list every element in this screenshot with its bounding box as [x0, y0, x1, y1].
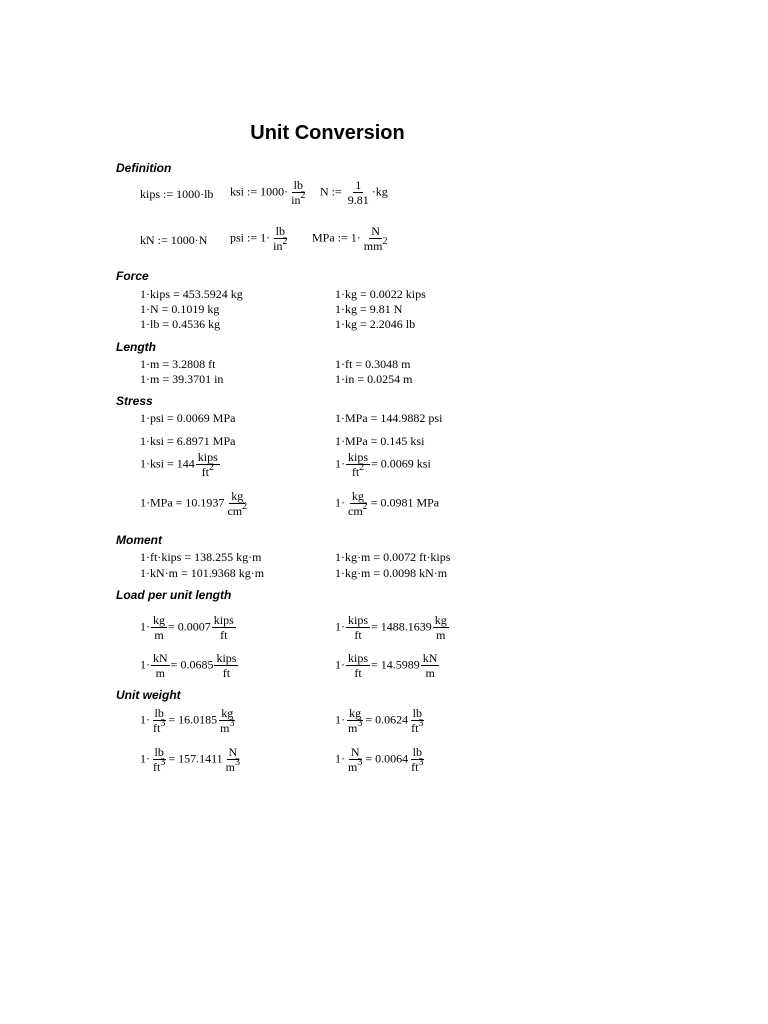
weight-right-2: 1· $\frac{N}{m^3}$ = 0.0064 $\frac{lb}{ft^3}$: [335, 745, 424, 774]
def-N-lhs: N :=: [320, 184, 342, 199]
def-kN: kN := 1000·N: [140, 233, 208, 247]
stress-l4-fraction: $\frac{kg}{cm^2}$: [227, 489, 248, 518]
stress-right-3: 1· $\frac{\text{kips}}{ft^2}$ = 0.0069 ksi: [335, 450, 431, 479]
stress-left-1: 1·psi = 0.0069 MPa: [140, 411, 236, 425]
length-left-1: 1·m = 3.2808 ft: [140, 357, 216, 371]
stress-l3-fraction: $\frac{\text{kips}}{ft^2}$: [197, 450, 218, 479]
def-psi-num: lb: [275, 224, 285, 238]
def-psi-lhs: psi := 1·: [230, 230, 271, 245]
force-right-3: 1·kg = 2.2046 lb: [335, 317, 416, 331]
force-left-1: 1·kips = 453.5924 kg: [140, 287, 243, 301]
moment-right-1: 1·kg·m = 0.0072 ft·kips: [335, 550, 451, 564]
def-MPa-fraction: [362, 224, 390, 253]
section-heading-moment: Moment: [116, 533, 162, 547]
section-heading-definition: Definition: [116, 161, 172, 175]
length-right-1: 1·ft = 0.3048 m: [335, 357, 411, 371]
def-psi-fraction: [271, 224, 289, 253]
section-heading-load: Load per unit length: [116, 588, 232, 602]
load-right-2: 1· $\frac{\text{kips}}{ft}$ = 14.5989 $\frac{kN}{m}$: [335, 651, 438, 680]
length-right-2: 1·in = 0.0254 m: [335, 372, 413, 386]
weight-right-1: 1· $\frac{kg}{m^3}$ = 0.0624 $\frac{lb}{ft^3}$: [335, 706, 424, 735]
def-ksi-den: $in^2$: [291, 190, 306, 207]
weight-left-1: 1· $\frac{lb}{ft^3}$ = 16.0185 $\frac{kg}{m^3}$: [140, 706, 235, 735]
def-ksi-fraction: [289, 178, 307, 207]
force-right-2: 1·kg = 9.81 N: [335, 302, 403, 316]
stress-left-2: 1·ksi = 6.8971 MPa: [140, 434, 236, 448]
def-kips: kips := 1000·lb: [140, 187, 214, 201]
moment-left-1: 1·ft·kips = 138.255 kg·m: [140, 550, 262, 564]
section-heading-weight: Unit weight: [116, 688, 181, 702]
def-ksi: [230, 178, 308, 207]
section-heading-stress: Stress: [116, 394, 153, 408]
section-heading-length: Length: [116, 340, 156, 354]
def-MPa-num: N: [371, 224, 380, 238]
def-N-num: 1: [355, 178, 362, 192]
force-right-1: 1·kg = 0.0022 kips: [335, 287, 426, 301]
def-MPa-lhs: MPa := 1·: [312, 230, 361, 245]
stress-right-4: 1· $\frac{kg}{cm^2}$ = 0.0981 MPa: [335, 489, 440, 518]
stress-left-3: 1·ksi = 144 $\frac{\text{kips}}{ft^2}$: [140, 450, 218, 479]
def-ksi-num: lb: [293, 178, 303, 192]
stress-r4-fraction: $\frac{kg}{cm^2}$: [348, 489, 368, 518]
moment-right-2: 1·kg·m = 0.0098 kN·m: [335, 566, 448, 580]
stress-right-1: 1·MPa = 144.9882 psi: [335, 411, 443, 425]
stress-left-4: 1·MPa = 10.1937 $\frac{kg}{cm^2}$: [140, 489, 248, 518]
def-MPa: [312, 224, 390, 253]
def-N-fraction: [346, 178, 371, 207]
load-left-2: 1· $\frac{kN}{m}$ = 0.0685 $\frac{\text{kips}}{ft}$: [140, 651, 237, 680]
def-psi: [230, 224, 290, 253]
load-left-1: 1· $\frac{kg}{m}$ = 0.0007 $\frac{\text{kips}}{ft}$: [140, 613, 234, 642]
page-title: Unit Conversion: [250, 122, 405, 144]
moment-left-2: 1·kN·m = 101.9368 kg·m: [140, 566, 265, 580]
def-psi-den: $in^2$: [273, 236, 288, 253]
section-heading-force: Force: [116, 269, 149, 283]
def-N: [320, 178, 388, 207]
def-ksi-lhs: ksi := 1000·: [230, 184, 289, 199]
force-left-3: 1·lb = 0.4536 kg: [140, 317, 221, 331]
length-left-2: 1·m = 39.3701 in: [140, 372, 224, 386]
load-right-1: 1· $\frac{\text{kips}}{ft}$ = 1488.1639 $\frac{kg}{m}$: [335, 613, 447, 642]
stress-r3-fraction: $\frac{\text{kips}}{ft^2}$: [348, 450, 369, 479]
stress-right-2: 1·MPa = 0.145 ksi: [335, 434, 425, 448]
weight-left-2: 1· $\frac{lb}{ft^3}$ = 157.1411 $\frac{N}{m^3}$: [140, 745, 241, 774]
def-N-rhs: ·kg: [371, 184, 388, 199]
def-N-den: 9.81: [347, 193, 369, 207]
def-MPa-den: $mm^2$: [363, 236, 388, 253]
force-left-2: 1·N = 0.1019 kg: [140, 302, 220, 316]
